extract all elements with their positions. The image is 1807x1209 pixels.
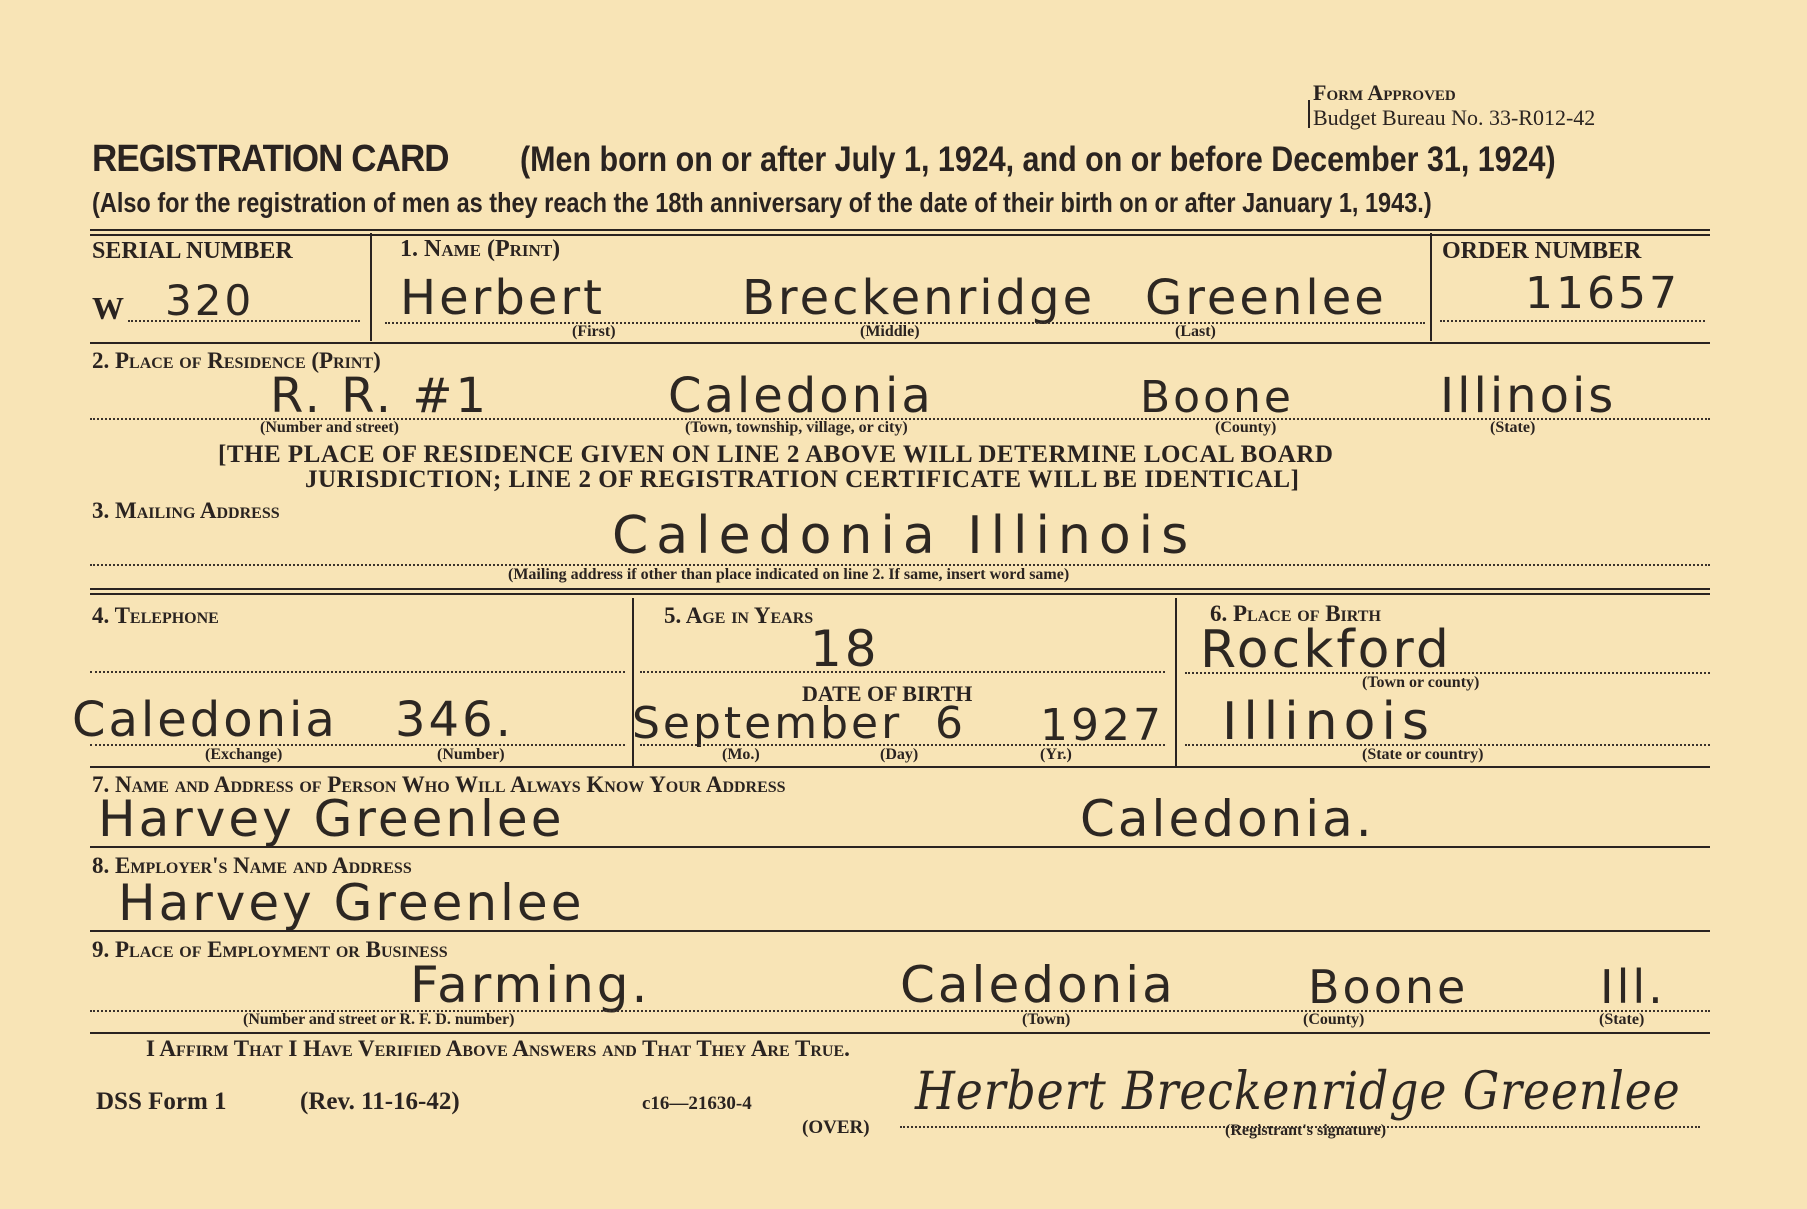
rule-5 [90,930,1710,932]
employment-business: Farming. [410,956,651,1014]
telephone-line-2 [90,744,625,746]
telephone-line-1 [90,671,625,673]
mailing-address-label: 3. Mailing Address [92,498,280,523]
serial-number-value: 320 [165,276,255,325]
order-number-label: ORDER NUMBER [1442,238,1642,264]
birth-year: 1927 [1040,700,1164,751]
residence-town-caption: (Town, township, village, or city) [685,419,908,436]
name-first-caption: (First) [572,323,616,340]
residence-county-caption: (County) [1215,419,1277,436]
telephone-number-caption: (Number) [437,746,505,763]
birth-town: Rockford [1200,620,1452,680]
telephone-label: 4. Telephone [92,603,219,628]
employment-street-caption: (Number and street or R. F. D. number) [243,1011,515,1028]
divider-order [1430,233,1432,341]
card-title-eligibility: (Men born on or after July 1, 1924, and on or before December 31, 1924) [520,140,1556,179]
employer-label: 8. Employer's Name and Address [92,853,412,878]
signature-caption: (Registrant's signature) [1225,1122,1387,1139]
registrant-signature: Herbert Breckenridge Greenlee [915,1062,1681,1122]
divider-birth [1175,598,1177,766]
birth-year-caption: (Yr.) [1040,746,1072,763]
form-revision: (Rev. 11-16-42) [300,1088,460,1115]
age-line [640,671,1165,673]
rule-6 [90,1032,1710,1034]
date-of-birth-label: DATE OF BIRTH [802,681,973,706]
residence-street-caption: (Number and street) [260,419,399,436]
telephone-number: 346. [395,692,514,748]
telephone-exchange-caption: (Exchange) [205,746,283,763]
form-identifier: DSS Form 1 [96,1088,227,1115]
birth-state-caption: (State or country) [1362,746,1484,763]
employment-state-caption: (State) [1599,1011,1645,1028]
card-subtitle: (Also for the registration of men as they reach the 18th anniversary of the date of their birth on or after January 1, 1943.) [92,187,1432,218]
serial-number-label: SERIAL NUMBER [92,238,293,264]
name-last-caption: (Last) [1175,323,1216,340]
rule-2 [90,588,1710,595]
residence-county: Boone [1140,372,1294,423]
employment-town: Caledonia [900,956,1176,1014]
budget-bureau-number: Budget Bureau No. 33-R012-42 [1313,105,1596,130]
rule-3 [90,766,1710,768]
birth-town-caption: (Town or county) [1362,674,1480,691]
birth-day: 6 [935,698,966,749]
residence-street: R. R. #1 [270,368,490,424]
order-line [1440,320,1705,322]
birth-day-caption: (Day) [880,746,919,763]
birth-month-caption: (Mo.) [722,746,760,763]
name-middle: Breckenridge [742,270,1096,326]
rule-1 [90,342,1710,344]
employment-county: Boone [1308,960,1469,1014]
print-code: c16—21630-4 [642,1093,752,1114]
name-middle-caption: (Middle) [860,323,920,340]
place-of-birth-label: 6. Place of Birth [1210,601,1381,626]
form-approved: Form Approved [1313,80,1456,105]
residence-notice-line1: [THE PLACE OF RESIDENCE GIVEN ON LINE 2 ABOVE WILL DETERMINE LOCAL BOARD [218,441,1334,468]
employment-label: 9. Place of Employment or Business [92,937,448,962]
rule-4 [90,846,1710,848]
employment-state: Ill. [1600,960,1666,1014]
serial-line [128,320,360,322]
name-label: 1. Name (Print) [400,236,561,262]
affirmation-text: I Affirm That I Have Verified Above Answers and That They Are True. [146,1036,850,1061]
name-first: Herbert [400,270,605,326]
contact-address: Caledonia. [1080,790,1375,848]
card-title: REGISTRATION CARD [92,138,449,180]
header-tick [1308,100,1310,128]
residence-town: Caledonia [668,368,934,424]
age-value: 18 [810,620,880,678]
residence-notice-line2: JURISDICTION; LINE 2 OF REGISTRATION CERTIFICATE WILL BE IDENTICAL] [305,466,1300,493]
employment-county-caption: (County) [1303,1011,1365,1028]
residence-label: 2. Place of Residence (Print) [92,348,381,373]
contact-name: Harvey Greenlee [98,790,565,848]
over-note: (OVER) [802,1117,870,1138]
birth-state: Illinois [1222,692,1435,752]
telephone-exchange: Caledonia [72,692,338,748]
serial-prefix: W [92,290,124,326]
age-label: 5. Age in Years [664,603,814,628]
contact-label: 7. Name and Address of Person Who Will Always Know Your Address [92,772,786,797]
order-number-value: 11657 [1525,268,1680,319]
name-last: Greenlee [1145,270,1387,326]
employer-value: Harvey Greenlee [118,874,585,932]
header-rule [90,229,1710,236]
divider-serial [370,233,372,341]
birth-month: September [632,698,903,749]
mailing-address-value: Caledonia Illinois [612,506,1197,566]
employment-town-caption: (Town) [1022,1011,1071,1028]
mailing-caption: (Mailing address if other than place indicated on line 2. If same, insert word same) [508,566,1070,583]
residence-state: Illinois [1440,368,1617,424]
residence-state-caption: (State) [1490,419,1536,436]
